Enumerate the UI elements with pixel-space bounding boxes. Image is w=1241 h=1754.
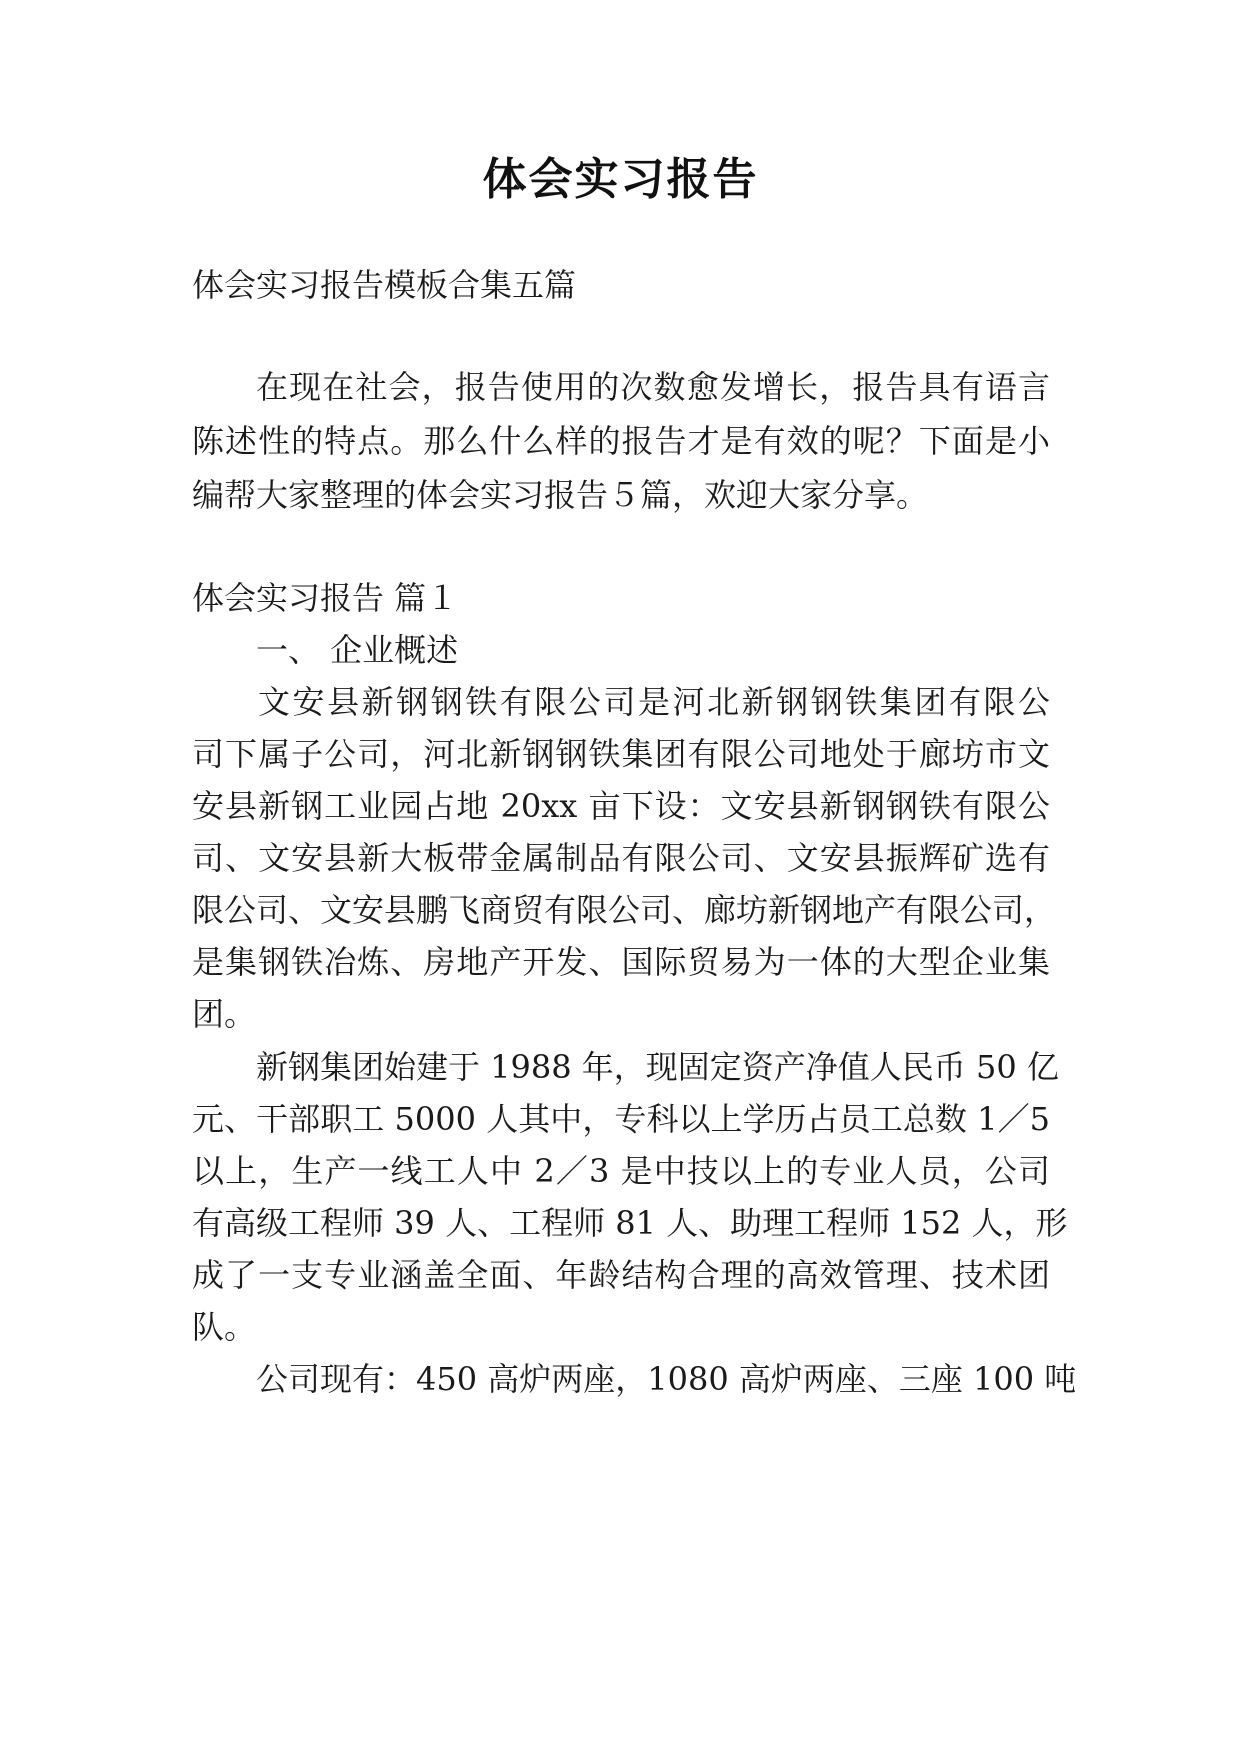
paragraph-line: 限公司、文安县鹏飞商贸有限公司、廊坊新钢地产有限公司， bbox=[192, 891, 1057, 929]
document-subtitle: 体会实习报告模板合集五篇 bbox=[192, 266, 577, 304]
subsection-heading: 一、 企业概述 bbox=[256, 631, 459, 669]
paragraph-line: 团。 bbox=[192, 995, 257, 1033]
paragraph-line: 新钢集团始建于 1988 年，现固定资产净值人民币 50 亿 bbox=[256, 1048, 1059, 1086]
paragraph-line: 有高级工程师 39 人、工程师 81 人、助理工程师 152 人，形 bbox=[192, 1204, 1068, 1242]
paragraph-line: 公司现有：450 高炉两座，1080 高炉两座、三座 100 吨 bbox=[256, 1360, 1077, 1398]
paragraph-line: 以上，生产一线工人中 2／3 是中技以上的专业人员，公司 bbox=[192, 1152, 1050, 1190]
paragraph-line: 成了一支专业涵盖全面、年龄结构合理的高效管理、技术团 bbox=[192, 1256, 1050, 1294]
intro-line: 编帮大家整理的体会实习报告５篇，欢迎大家分享。 bbox=[192, 476, 929, 514]
intro-line: 陈述性的特点。那么什么样的报告才是有效的呢？下面是小 bbox=[192, 422, 1050, 460]
paragraph-line: 司、文安县新大板带金属制品有限公司、文安县振辉矿选有 bbox=[192, 839, 1050, 877]
section-heading: 体会实习报告 篇１ bbox=[192, 579, 459, 617]
intro-line: 在现在社会，报告使用的次数愈发增长，报告具有语言 bbox=[256, 368, 1050, 406]
paragraph-line: 司下属子公司，河北新钢钢铁集团有限公司地处于廊坊市文 bbox=[192, 735, 1050, 773]
paragraph-line: 是集钢铁冶炼、房地产开发、国际贸易为一体的大型企业集 bbox=[192, 943, 1050, 981]
paragraph-line: 元、干部职工 5000 人其中，专科以上学历占员工总数 1／5 bbox=[192, 1100, 1050, 1138]
paragraph-line: 安县新钢工业园占地 20xx 亩下设：文安县新钢钢铁有限公 bbox=[192, 787, 1050, 825]
paragraph-line: 队。 bbox=[192, 1308, 257, 1346]
document-title: 体会实习报告 bbox=[482, 154, 759, 205]
paragraph-line: 文安县新钢钢铁有限公司是河北新钢钢铁集团有限公 bbox=[258, 683, 1050, 721]
